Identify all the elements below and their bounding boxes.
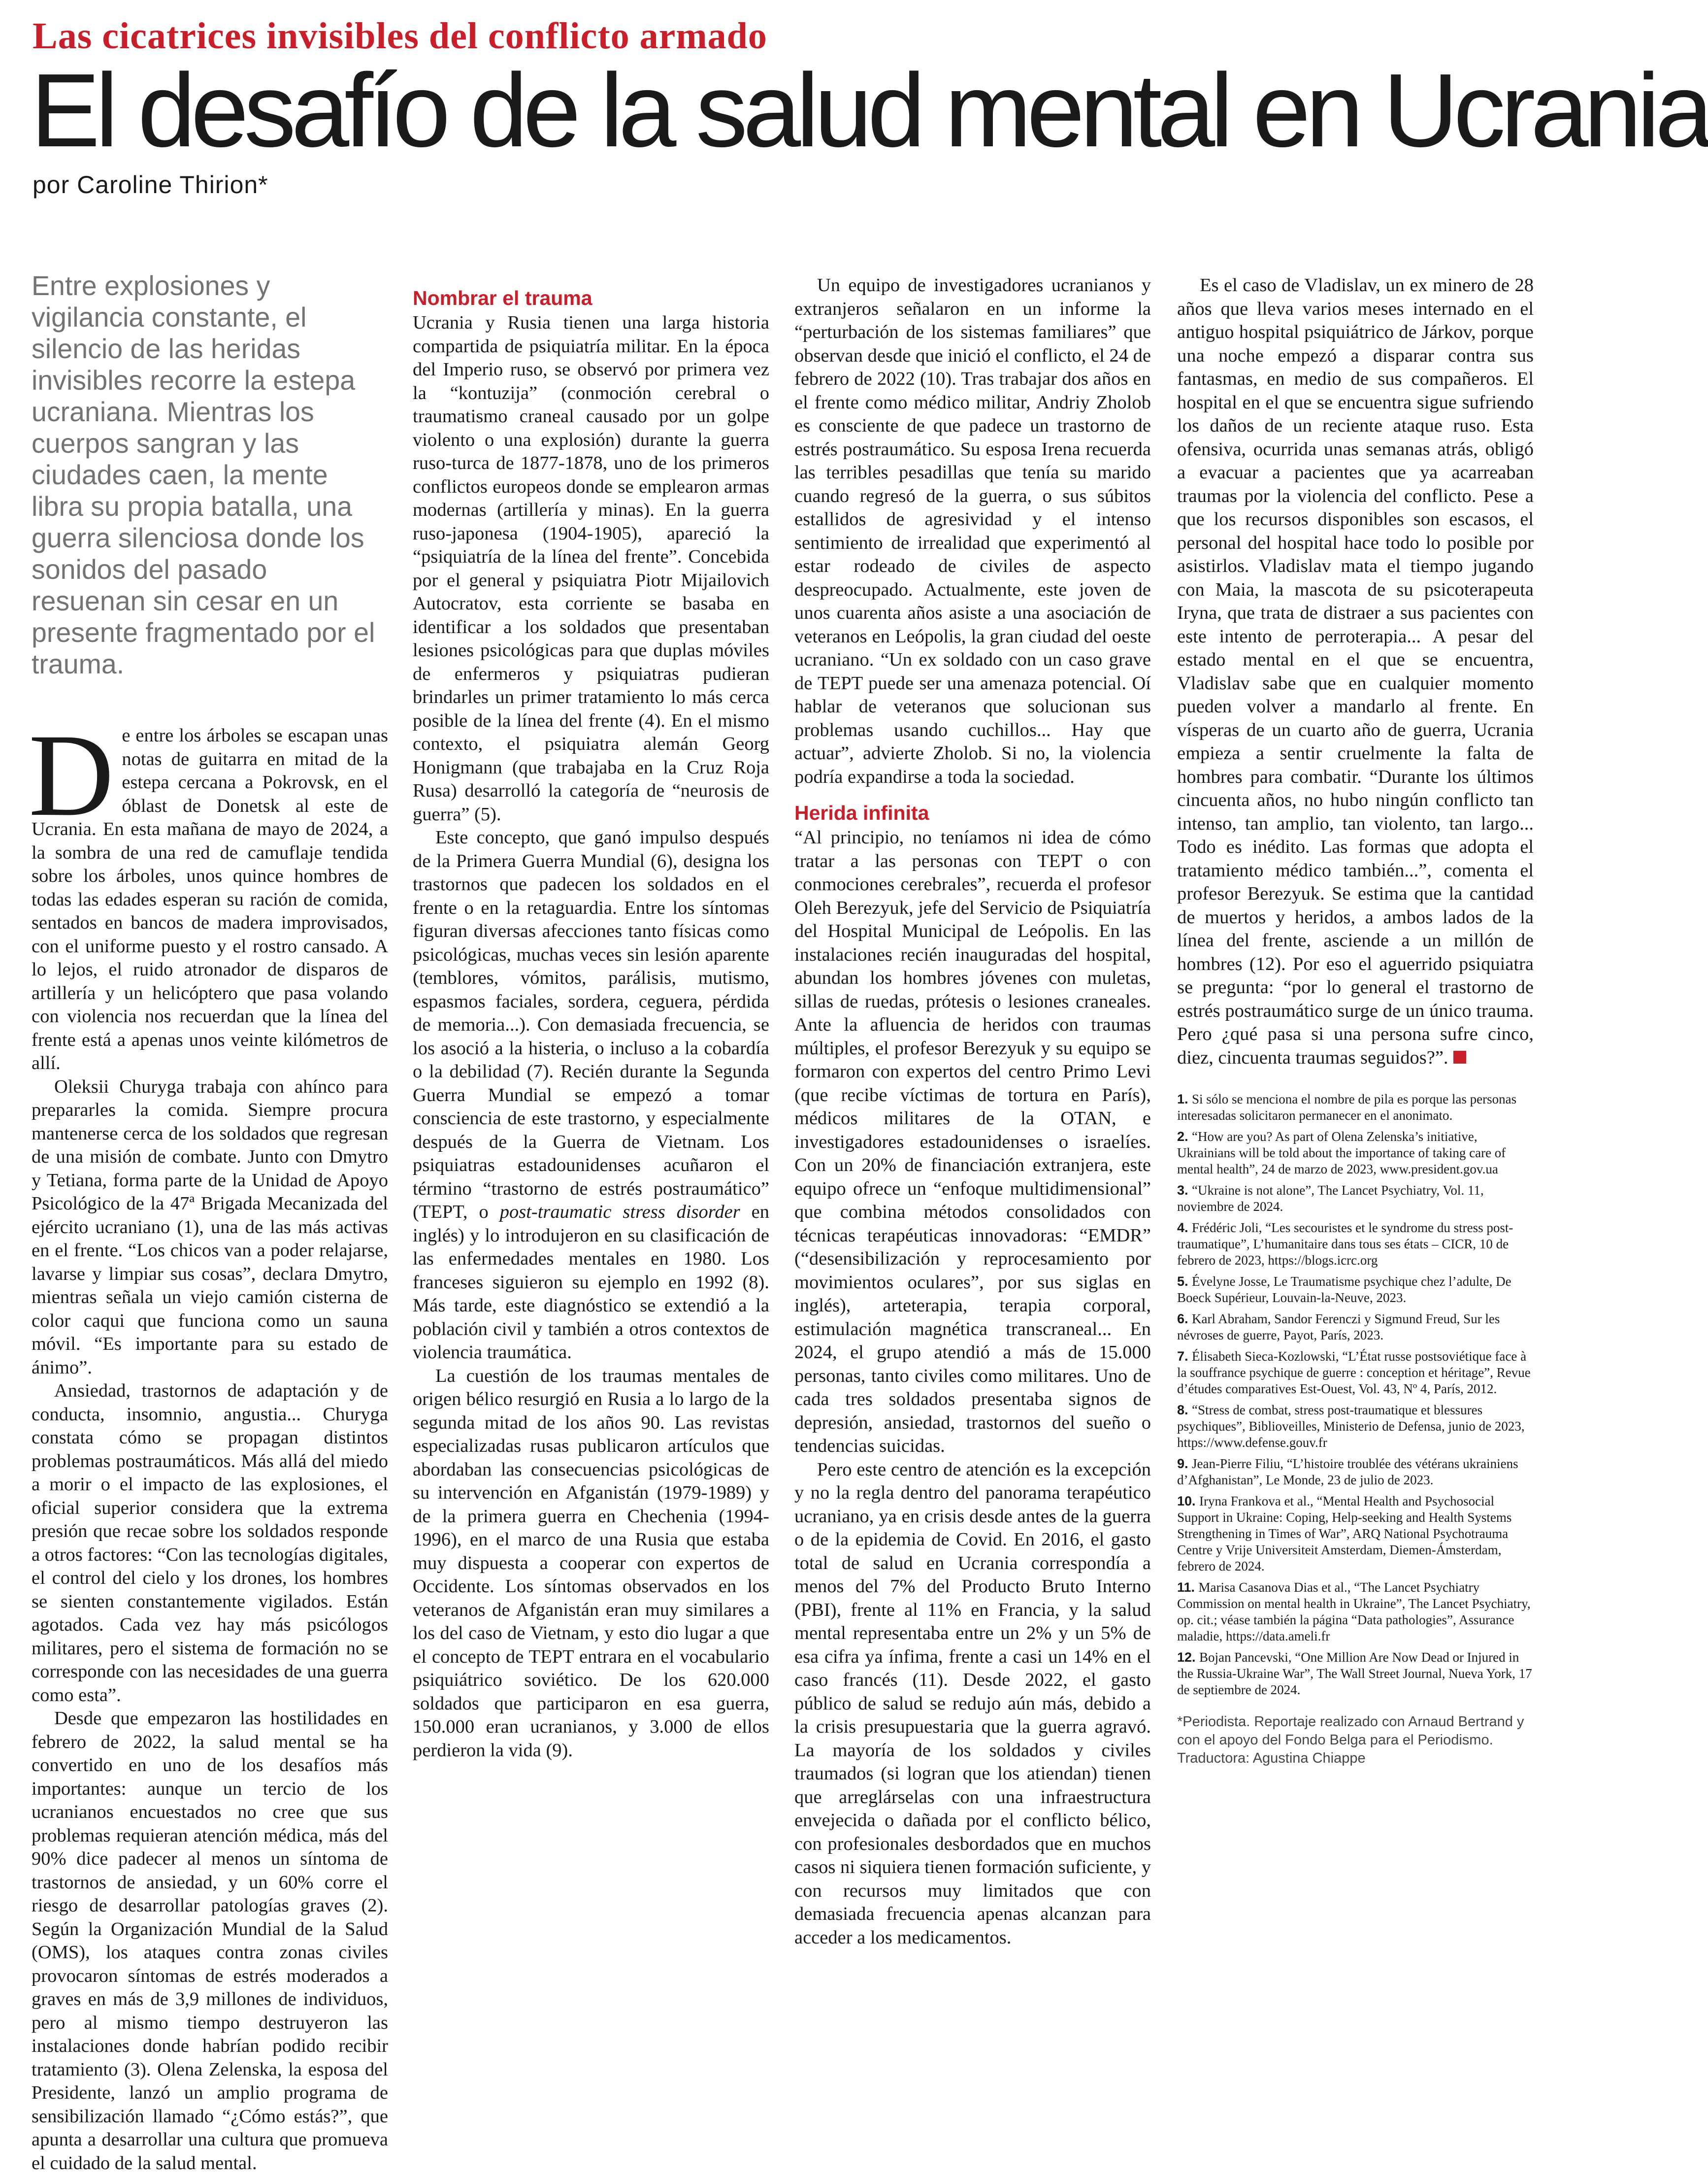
body-paragraph: Ansiedad, trastornos de adaptación y de conducta, insomnio, angustia... Churyga constata cómo se propagan distintos problemas postraumáticos. Más allá del miedo a morir o el impacto de las explosiones, el oficial superior considera que la extrema presión que recae sobre los soldados responde a otros factores: “Con las tecnologías digitales, el control del cielo y los drones, los hombres se sienten constantemente vigilados. Están agotados. Cada vez hay más psicólogos militares, pero el sistema de formación no se corresponde con las necesidades de una guerra como esta”. <box>32 1380 388 1706</box>
section-subhead: Nombrar el trauma <box>413 287 592 309</box>
footnote: 5. Évelyne Josse, Le Traumatisme psychique chez l’adulte, De Boeck Supérieur, Louvain-la-Neuve, 2023. <box>1177 1274 1511 1305</box>
column-3 <box>794 274 1151 1998</box>
footnote: 11. Marisa Casanova Dias et al., “The Lancet Psychiatry Commission on mental health in Ukraine”, The Lancet Psychiatry, op. cit.; véase también la página “Data pathologies”, Assurance maladie, https://data.ameli.fr <box>1177 1580 1531 1643</box>
credit-line: *Periodista. Reportaje realizado con Arnaud Bertrand y con el apoyo del Fondo Belga para el Periodismo. <box>1177 1714 1524 1748</box>
column-2 <box>413 274 769 1998</box>
body-paragraph: Ucrania y Rusia tienen una larga historia compartida de psiquiatría militar. En la época del Imperio ruso, se observó por primera vez la “kontuzija” (conmoción cerebral o traumatismo craneal causado por un golpe violento o una explosión) durante la guerra ruso-turca de 1877-1878, uno de los primeros conflictos europeos donde se emplearon armas modernas (artillería y minas). En la guerra ruso-japonesa (1904-1905), apareció la “psiquiatría de la línea del frente”. Concebida por el general y psiquiatra Piotr Mijailovich Autocratov, esta corriente se basaba en identificar a los soldados que presentaban lesiones psicológicas para que duplas móviles de enfermeros y psiquiatras pudieran brindarles un primer tratamiento lo más cerca posible de la línea del frente (4). En el mismo contexto, el psiquiatra alemán Georg Honigmann (que trabajaba en la Cruz Roja Rusa) desarrolló la categoría de “neurosis de guerra” (5). <box>413 312 769 825</box>
column-1 <box>29 270 388 2174</box>
article-kicker: Las cicatrices invisibles del conflicto armado <box>33 15 767 57</box>
author-credit <box>1177 1713 1534 1768</box>
body-paragraph: Este concepto, que ganó impulso después de la Primera Guerra Mundial (6), designa los trastornos que padecen los soldados en el frente o en la retaguardia. Entre los síntomas figuran diversas afecciones tanto físicas como psicológicas, muchas veces sin lesión aparente (temblores, vómitos, parálisis, mutismo, espasmos faciales, sordera, ceguera, pérdida de memoria...). Con demasiada frecuencia, se los asoció a la histeria, o incluso a la cobardía o la debilidad (7). Recién durante la Segunda Guerra Mundial se empezó a tomar consciencia de este trastorno, y especialmente después de la Guerra de Vietnam. Los psiquiatras estadounidenses acuñaron el término “trastorno de estrés postraumático” (TEPT, o post-traumatic stress disorder en inglés) y lo introdujeron en su clasificación de las enfermedades mentales en 1980. Los franceses siguieron su ejemplo en 1992 (8). Más tarde, este diagnóstico se extendió a la población civil y también a otros contextos de violencia traumática. <box>413 827 769 1363</box>
credit-line: Traductora: Agustina Chiappe <box>1177 1750 1366 1766</box>
body-paragraph: Pero este centro de atención es la excepción y no la regla dentro del panorama terapéutico ucraniano, ya en crisis desde antes de la guerra o de la epidemia de Covid. En 2016, el gasto total de salud en Ucrania correspondía a menos del 7% del Producto Bruto Interno (PBI), frente al 11% en Francia, y la salud mental representaba entre un 2% y un 5% de esa cifra ya ínfima, frente a casi un 14% en el caso francés (11). Desde 2022, el gasto público de salud se redujo aún más, debido a la crisis presupuestaria que la guerra agravó. La mayoría de los soldados y civiles traumados (si logran que los atiendan) tienen que arreglárselas con una infraestructura envejecida o dañada por el conflicto bélico, con profesionales desbordados que en muchos casos ni siquiera tienen formación suficiente, y con recursos muy limitados que con demasiada frecuencia apenas alcanzan para acceder a los medicamentos. <box>794 1459 1151 1948</box>
body-paragraph: Oleksii Churyga trabaja con ahínco para prepararles la comida. Siempre procura mantenerse cerca de los soldados que regresan de una misión de combate. Junto con Dmytro y Tetiana, forma parte de la Unidad de Apoyo Psicológico de la 47ª Brigada Mecanizada del ejército ucraniano (1), una de las más activas en el frente. “Los chicos van a poder relajarse, lavarse y limpiar sus cosas”, declara Dmytro, mientras señala un viejo camión cisterna de color caqui que funciona como un sauna móvil. “Es importante para su estado de ánimo”. <box>32 1076 388 1378</box>
body-paragraph: Es el caso de Vladislav, un ex minero de 28 años que lleva varios meses internado en el antiguo hospital psiquiátrico de Járkov, porque una noche empezó a disparar contra sus fantasmas, en medio de sus compañeros. El hospital en el que se encuentra sigue sufriendo los daños de un reciente ataque ruso. Esta ofensiva, ocurrida unas semanas atrás, obligó a evacuar a pacientes que ya acarreaban traumas por la violencia del conflicto. Pese a que los recursos disponibles son escasos, el personal del hospital hace todo lo posible por asistirlos. Vladislav mata el tiempo jugando con Maia, la mascota de su psicoterapeuta Iryna, que trata de distraer a sus pacientes con este intento de perroterapia... A pesar del estado mental en el que se encuentra, Vladislav sabe que en cualquier momento pueden volver a mandarlo al frente. En vísperas de un cuarto año de guerra, Ucrania empieza a sentir cruelmente la falta de hombres para combatir. “Durante los últimos cincuenta años, no hubo ningún conflicto tan intenso, tan amplio, tan violento, tan largo... Todo es inédito. Las formas que adopta el tratamiento médico también...”, comenta el profesor Berezyuk. Se estima que la cantidad de muertos y heridos, a ambos lados de la línea del frente, asciende a un millón de hombres (12). Por eso el aguerrido psiquiatra se pregunta: “por lo general el trastorno de estrés postraumático surge de un único trauma. Pero ¿qué pasa si una persona sufre cinco, diez, cincuenta traumas seguidos?”. <box>1177 275 1534 1068</box>
column-4 <box>1177 274 1534 1998</box>
footnote: 2. “How are you? As part of Olena Zelenska’s initiative, Ukrainians will be told about the importance of taking care of mental health”, 24 de marzo de 2023, www.president.gov.ua <box>1177 1129 1506 1176</box>
body-paragraph: La cuestión de los traumas mentales de origen bélico resurgió en Rusia a lo largo de la segunda mitad de los años 90. Las revistas especializadas rusas publicaron artículos que abordaban las consecuencias psicológicas de su intervención en Afganistán (1979-1989) y de la primera guerra en Chechenia (1994-1996), en el marco de una Rusia que estaba muy dispuesta a cooperar con expertos de Occidente. Los síntomas observados en los veteranos de Afganistán eran muy similares a los del caso de Vietnam, y esto dio lugar a que el concepto de TEPT entrara en el vocabulario psiquiátrico soviético. De los 620.000 soldados que participaron en esa guerra, 150.000 eran ucranianos, y 3.000 de ellos perdieron la vida (9). <box>413 1365 769 1761</box>
footnote: 3. “Ukraine is not alone”, The Lancet Psychiatry, Vol. 11, noviembre de 2024. <box>1177 1183 1484 1214</box>
body-paragraph: Un equipo de investigadores ucranianos y extranjeros señalaron en un informe la “perturbación de los sistemas familiares” que observan desde que inició el conflicto, el 24 de febrero de 2022 (10). Tras trabajar dos años en el frente como médico militar, Andriy Zholob es consciente de que padece un trastorno de estrés postraumático. Su esposa Irena recuerda las terribles pesadillas que tenía su marido cuando regresó de la guerra, o sus súbitos estallidos de agresividad y el intenso sentimiento de irrealidad que experimentó al estar rodeado de civiles de aspecto despreocupado. Actualmente, este joven de unos cuarenta años asiste a una asociación de veteranos en Leópolis, la gran ciudad del oeste ucraniano. “Un ex soldado con un caso grave de TEPT puede ser una amenaza potencial. Oí hablar de veteranos que solucionan sus problemas usando cuchillos... Hay que actuar”, advierte Zholob. Si no, la violencia podría expandirse a toda la sociedad. <box>794 275 1151 787</box>
column-2-flow <box>413 286 769 1762</box>
footnote: 1. Si sólo se menciona el nombre de pila es porque las personas interesadas solicitaron permanecer en el anonimato. <box>1177 1092 1517 1123</box>
lead-paragraph: Entre explosiones y vigilancia constante, el silencio de las heridas invisibles recorre la estepa ucraniana. Mientras los cuerpos sangran y las ciudades caen, la mente libra su propia batalla, una guerra silenciosa donde los sonidos del pasado resuenan sin cesar en un presente fragmentado por el trauma. <box>32 270 375 679</box>
section-subhead: Herida infinita <box>794 802 929 824</box>
article-byline: por Caroline Thirion* <box>33 171 268 199</box>
drop-cap: D <box>29 709 114 840</box>
footnote: 12. Bojan Pancevski, “One Million Are Now Dead or Injured in the Russia-Ukraine War”, The Wall Street Journal, Nueva York, 17 de septiembre de 2024. <box>1177 1650 1532 1697</box>
body-paragraph: De entre los árboles se escapan unas notas de guitarra en mitad de la estepa cercana a Pokrovsk, en el óblast de Donetsk al este de Ucrania. En esta mañana de mayo de 2024, a la sombra de una red de camuflaje tendida sobre los árboles, unos quince hombres de todas las edades esperan su ración de comida, sentados en bancos de madera improvisados, con el uniforme puesto y el rostro cansado. A lo lejos, el ruido atronador de disparos de artillería y un helicóptero que pasa volando con violencia nos recuerdan que la línea del frente está a apenas unos veinte kilómetros de allí. <box>29 709 388 1073</box>
end-mark <box>1453 1051 1466 1064</box>
body-paragraph: Desde que empezaron las hostilidades en febrero de 2022, la salud mental se ha convertido en uno de los desafíos más importantes: aunque un tercio de los ucranianos encuestados no cree que sus problemas requieran atención médica, más del 90% dice padecer al menos un síntoma de trastornos de ansiedad, y un 60% corre el riesgo de desarrollar patologías graves (2). Según la Organización Mundial de la Salud (OMS), los ataques contra zonas civiles provocaron síntomas de estrés moderados a graves en más de 3,9 millones de individuos, pero al mismo tiempo destruyeron las instalaciones donde habrían podido recibir tratamiento (3). Olena Zelenska, la esposa del Presidente, lanzó un amplio programa de sensibilización llamado “¿Cómo estás?”, que apunta a desarrollar una cultura que promueva el cuidado de la salud mental. <box>32 1708 388 2174</box>
footnote: 7. Élisabeth Sieca-Kozlowski, “L’État russe postsoviétique face à la souffrance psychique de guerre : conception et héritage”, Revue d’études comparatives Est-Ouest, Vol. 43, Nº 4, París, 2012. <box>1177 1349 1531 1396</box>
footnotes <box>1177 1091 1534 1698</box>
footnote: 8. “Stress de combat, stress post-traumatique et blessures psychiques”, Biblioveilles, Ministerio de Defensa, junio de 2023, https://www.defense.gouv.fr <box>1177 1403 1525 1450</box>
footnote: 9. Jean-Pierre Filiu, “L’histoire troublée des vétérans ukrainiens d’Afghanistan”, Le Monde, 23 de julio de 2023. <box>1177 1456 1518 1487</box>
column-3-flow <box>794 274 1151 1949</box>
footnote: 4. Frédéric Joli, “Les secouristes et le syndrome du stress post-traumatique”, L’humanitaire dans tous ses états – CICR, 10 de febrero de 2023, https://blogs.icrc.org <box>1177 1220 1513 1268</box>
column-4-flow <box>1177 274 1534 1768</box>
footnote: 10. Iryna Frankova et al., “Mental Health and Psychosocial Support in Ukraine: Coping, Help-seeking and Health Systems Strengthening in Times of War”, ARQ National Psychotrauma Centre y Vrije Universiteit Amsterdam, Diemen-Ámsterdam, febrero de 2024. <box>1177 1494 1512 1573</box>
body-paragraph: “Al principio, no teníamos ni idea de cómo tratar a las personas con TEPT o con conmociones cerebrales”, recuerda el profesor Oleh Berezyuk, jefe del Servicio de Psiquiatría del Hospital Municipal de Leópolis. En las instalaciones recién inauguradas del hospital, abundan los hombres jóvenes con muletas, sillas de ruedas, prótesis o lesiones craneales. Ante la afluencia de heridos con traumas múltiples, el profesor Berezyuk y su equipo se formaron con expertos del centro Primo Levi (que recibe víctimas de tortura en París), médicos militares de la OTAN, e investigadores estadounidenses o israelíes. Con un 20% de financiación extranjera, este equipo ofrece un “enfoque multidimensional” que combina métodos consolidados con técnicas terapéuticas innovadoras: “EMDR” (“desensibilización y reprocesamiento por movimientos oculares”, por sus siglas en inglés), arteterapia, terapia corporal, estimulación magnética transcraneal... En 2024, el grupo atendió a más de 15.000 personas, tanto civiles como militares. Uno de cada tres soldados presentaba signos de depresión, ansiedad, trastornos del sueño o tendencias suicidas. <box>794 827 1151 1456</box>
article-title: El desafío de la salud mental en Ucrania <box>31 52 1708 168</box>
footnote: 6. Karl Abraham, Sandor Ferenczi y Sigmund Freud, Sur les névroses de guerre, Payot, París, 2023. <box>1177 1311 1500 1342</box>
